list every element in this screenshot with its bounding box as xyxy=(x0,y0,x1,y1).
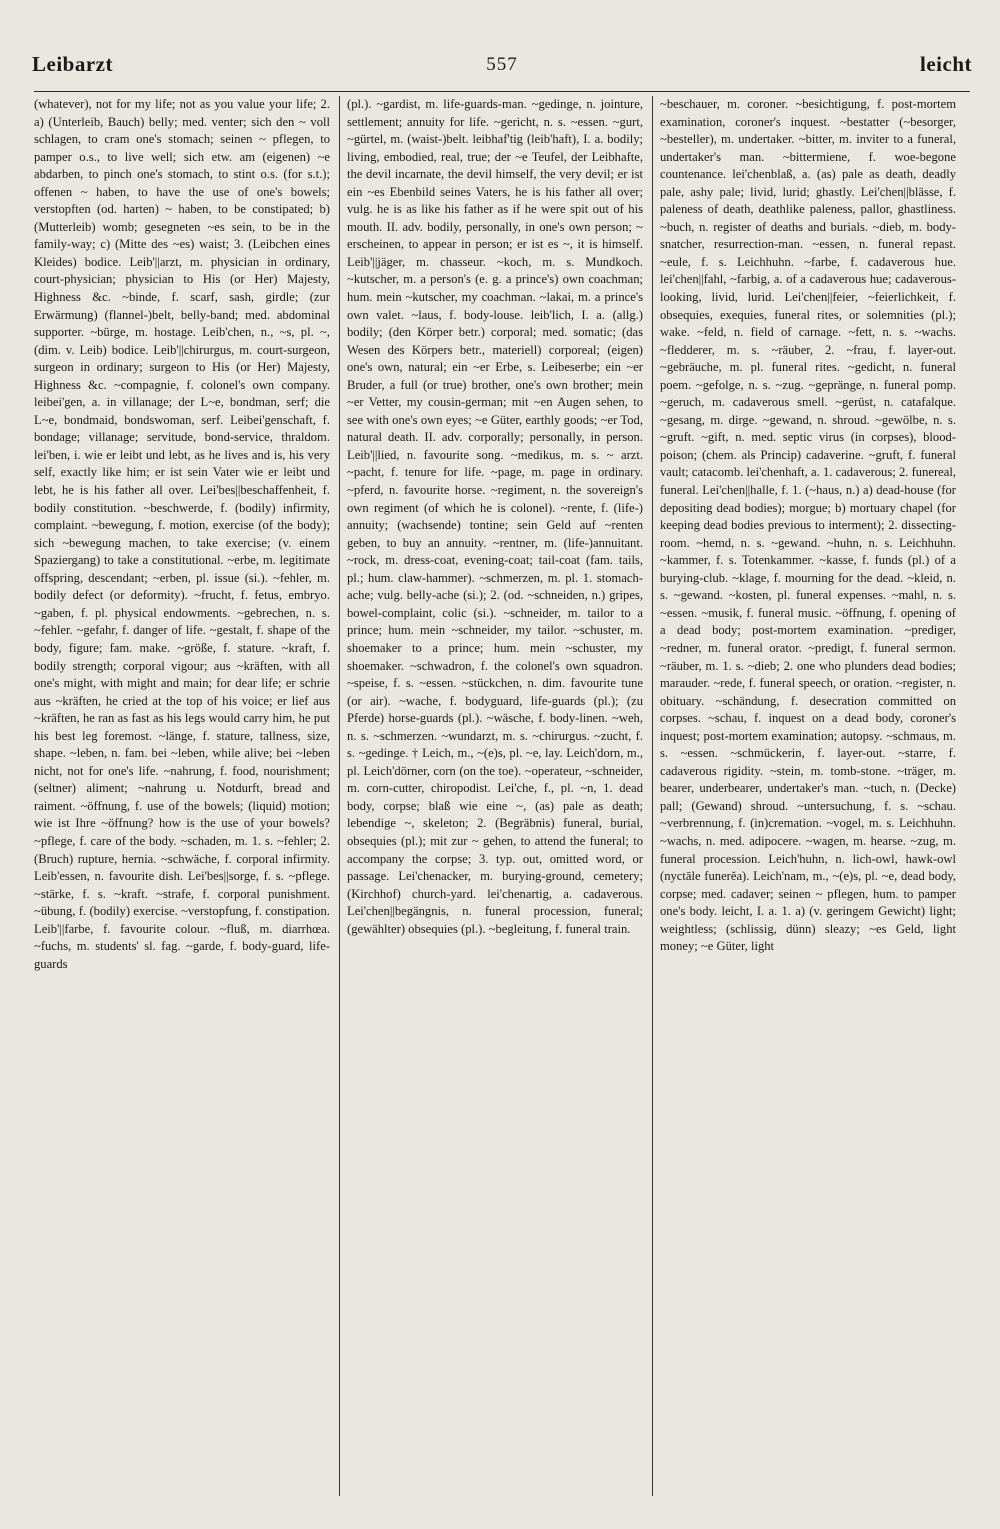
page-number: 557 xyxy=(486,54,518,75)
header-rule xyxy=(34,91,970,92)
column-right xyxy=(660,96,956,1496)
column-middle-text: (pl.). ~gardist, m. life-guards-man. ~gedinge, n. jointure, settlement; annuity for life. ~gericht, n. s. ~essen. ~gurt, ~gürtel, m. (waist-)belt. leibhaf'tig (leib'haft), I. a. bodily; living, embodied, real, true; der ~e Teufel, der Leibhafte, the devil incarnate, the devil himself, the very devil; er ist ein ~es Ebenbild seines Vaters, he is his father all over; vulg. he is as like his father as if he were spit out of his mouth. II. adv. bodily, personally, in one's own person; ~ erscheinen, to appear in person; er ist es ~, it is himself. Leib'||jäger, m. chasseur. ~koch, m. s. Mundkoch. ~kutscher, m. a person's (e. g. a prince's) own coachman; hum. mein ~kutscher, my coachman. ~lakai, m. a prince's own valet. ~laus, f. body-louse. leib'lich, I. a. (allg.) bodily; (den Körper betr.) corporal; med. somatic; (das Wesen des Körpers betr., materiell) corporeal; (eigen) one's own, natural; ein ~er Erbe, s. Leibeserbe; ein ~er Bruder, a full (or true) brother, one's own brother; mein ~er Vetter, my cousin-german; mit ~en Augen sehen, to see with one's own eyes; ~e Güter, earthly goods; ~er Tod, natural death. II. adv. corporally; personally, in person. Leib'||lied, n. favourite song. ~medikus, m. s. ~ arzt. ~pacht, f. tenure for life. ~page, m. page in ordinary. ~pferd, n. favourite horse. ~regiment, n. the sovereign's own regiment (of which he is colonel). ~rente, f. (life-) annuity; (wachsende) tontine; sein Geld auf ~renten geben, to buy an annuity. ~rentner, m. (life-)annuitant. ~rock, m. dress-coat, evening-coat; tail-coat (fam. tails, pl.; hum. claw-hammer). ~schmerzen, m. pl. 1. stomach-ache; vulg. belly-ache (si.); 2. (od. ~schneiden, n.) gripes, bowel-complaint, colic (si.). ~schneider, m. tailor to a prince; hum. mein ~schneider, my tailor. ~schuster, m. shoemaker to a prince; hum. mein ~schuster, my shoemaker. ~schwadron, f. the colonel's own squadron. ~speise, f. s. ~essen. ~stückchen, n. dim. favourite tune (or air). ~wache, f. bodyguard, life-guards (pl.); (zu Pferde) horse-guards (pl.). ~wäsche, f. body-linen. ~weh, n. s. ~schmerzen. ~wundarzt, m. s. ~chirurgus. ~zucht, f. s. ~gedinge. † Leich, m., ~(e)s, pl. ~e, lay. Leich'dorn, m., pl. Leich'dörner, corn (on the toe). ~operateur, ~schneider, m. corn-cutter, chiropodist. Lei'che, f., pl. ~n, 1. dead body, corpse; blaß wie eine ~, (as) pale as death; lebendige ~, skeleton; 2. (Begräbnis) funeral, burial, obsequies (pl.); mit zur ~ gehen, to attend the funeral; to accompany the corpse; 3. typ. out, omitted word, or passage. Lei'chenacker, m. burying-ground, cemetery; (Kirchhof) church-yard. lei'chenartig, a. cadaverous. Lei'chen||begängnis, n. funeral procession, funeral; (gewählter) obsequies (pl.). ~begleitung, f. funeral train. xyxy=(347,97,643,936)
column-divider xyxy=(652,96,653,1496)
column-left xyxy=(34,96,330,1496)
page-header xyxy=(32,52,972,86)
column-left-text: (whatever), not for my life; not as you value your life; 2. a) (Unterleib, Bauch) belly; med. venter; sich den ~ voll schlagen, to cram one's stomach; seinen ~ pflegen, to pamper o.s., to live well; sich etw. am (eigenen) ~e abdarben, to pinch one's stomach, to stint o.s. (for s.t.); offenen ~ haben, to have the use of one's bowels; verstopften (od. harten) ~ haben, to be constipated; b) (Mutterleib) womb; gesegneten ~es sein, to be in the family-way; c) (Mitte des ~es) waist; 3. (Leibchen eines Kleides) bodice. Leib'||arzt, m. physician in ordinary, court-physician; physician to His (or Her) Majesty, Highness &c. ~binde, f. scarf, sash, girdle; (zur Erwärmung) (flannel-)belt, belly-band; med. abdominal supporter. ~bürge, m. hostage. Leib'chen, n., ~s, pl. ~, (dim. v. Leib) bodice. Leib'||chirurgus, m. court-surgeon, surgeon in ordinary; surgeon to His (or Her) Majesty, Highness &c. ~compagnie, f. colonel's own company. leibei'gen, a. in villanage; der L~e, bondman, serf; die L~e, bondmaid, bondswoman, serf. Leibei'genschaft, f. bondage; villanage; servitude, bond-service, thraldom. lei'ben, i. wie er leibt und lebt, as he lives and is, his very self, exactly like him; er ist sein Vater wie er leibt und lebt, he is his father all over. Lei'bes||beschaffenheit, f. bodily constitution. ~beschwerde, f. (bodily) infirmity, complaint. ~bewegung, f. motion, exercise (of the body); sich ~bewegung machen, to take exercise; (v. einem Spaziergang) to take a constitutional. ~erbe, m. legitimate offspring, descendant; ~erben, pl. issue (si.). ~fehler, m. bodily defect (or deformity). ~frucht, f. fetus, embryo. ~gaben, f. pl. physical endowments. ~gebrechen, n. s. ~fehler. ~gefahr, f. danger of life. ~gestalt, f. shape of the body, figure; fam. make. ~größe, f. stature. ~kraft, f. bodily strength; corporal vigour; aus ~kräften, with all one's might, with might and main; for dear life; er schrie aus ~kräften, he cried at the top of his voice; er lief aus ~kräften, he ran as fast as his legs would carry him, he put his best leg foremost. ~länge, f. stature, tallness, size, shape. ~leben, n. fam. bei ~leben, while alive; bei ~leben nicht, not for one's life. ~nahrung, f. food, nourishment; (seltner) aliment; ~nahrung u. Notdurft, bread and raiment. ~öffnung, f. use of the bowels; (liquid) motion; wie ist Ihre ~öffnung? how is the use of your bowels? ~pflege, f. care of the body. ~schaden, m. 1. s. ~fehler; 2. (Bruch) rupture, hernia. ~schwäche, f. corporal infirmity. Leib'essen, n. favourite dish. Lei'bes||sorge, f. s. ~pflege. ~stärke, f. s. ~kraft. ~strafe, f. corporal punishment. ~übung, f. (bodily) exercise. ~verstopfung, f. constipation. Leib'||farbe, f. favourite colour. ~fluß, m. diarrhœa. ~fuchs, m. students' sl. fag. ~garde, f. body-guard, life-guards xyxy=(34,97,330,971)
column-divider xyxy=(339,96,340,1496)
left-running-headword: Leibarzt xyxy=(32,52,113,76)
column-right-text: ~beschauer, m. coroner. ~besichtigung, f. post-mortem examination, coroner's inquest. ~bestatter (~besorger, ~besteller), m. undertaker. ~bitter, m. inviter to a funeral, undertaker's man. ~bittermiene, f. woe-begone countenance. lei'chenblaß, a. (as) pale as death, deadly pale, ashy pale; livid, lurid; ghastly. Lei'chen||blässe, f. paleness of death, deathlike paleness, pallor, ghastliness. ~buch, n. register of deaths and burials. ~dieb, m. body-snatcher, resurrection-man. ~essen, n. funeral repast. ~eule, f. s. Leichhuhn. ~farbe, f. cadaverous hue. lei'chen||fahl, ~farbig, a. of a cadaverous hue; cadaverous-looking, livid, lurid. Lei'chen||feier, ~feierlichkeit, f. obsequies, exequies, funeral rites, or solemnities (pl.); wake. ~feld, n. field of carnage. ~fett, n. s. ~wachs. ~fledderer, m. s. ~räuber, 2. ~frau, f. layer-out. ~gebräuche, m. pl. funeral rites. ~gedicht, n. funeral poem. ~gefolge, n. s. ~zug. ~gepränge, n. funeral pomp. ~geruch, m. cadaverous smell. ~gerüst, n. catafalque. ~gesang, m. dirge. ~gewand, n. shroud. ~gewölbe, n. s. ~gruft. ~gift, n. med. septic virus (in corpses), blood-poison; (chem. als Princip) cadaverine. ~gruft, f. funeral vault; catacomb. lei'chenhaft, a. 1. cadaverous; 2. funereal, funeral. Lei'chen||halle, f. 1. (~haus, n.) a) dead-house (for depositing dead bodies); morgue; b) mortuary chapel (for keeping dead bodies previous to interment); 2. dissecting-room. ~hemd, n. s. ~gewand. ~huhn, n. s. Leichhuhn. ~kammer, f. s. Totenkammer. ~kasse, f. funds (pl.) of a burying-club. ~klage, f. mourning for the dead. ~kleid, n. s. ~gewand. ~kosten, pl. funeral expenses. ~mahl, n. s. ~essen. ~musik, f. funeral music. ~öffnung, f. opening of a dead body; post-mortem examination. ~prediger, ~redner, m. funeral orator. ~predigt, f. funeral sermon. ~räuber, m. 1. s. ~dieb; 2. one who plunders dead bodies; marauder. ~rede, f. funeral speech, or oration. ~register, n. obituary. ~schändung, f. desecration committed on corpses. ~schau, f. inquest on a dead body, coroner's inquest; post-mortem examination; autopsy. ~schmaus, m. s. ~essen. ~schmückerin, f. layer-out. ~starre, f. cadaverous rigidity. ~stein, m. tomb-stone. ~träger, m. bearer, underbearer, undertaker's man. ~tuch, n. (Decke) pall; (Gewand) shroud. ~untersuchung, f. s. ~schau. ~verbrennung, f. (in)cremation. ~vogel, m. s. Leichhuhn. ~wachs, n. med. adipocere. ~wagen, m. hearse. ~zug, m. funeral procession. Leich'huhn, n. lich-owl, hawk-owl (nyctāle funerĕa). Leich'nam, m., ~(e)s, pl. ~e, dead body, corpse; med. cadaver; seinen ~ pflegen, hum. to pamper one's body. leicht, I. a. 1. a) (v. geringem Gewicht) light; weightless; (schlissig, dünn) sleazy; ~es Geld, light money; ~e Güter, light xyxy=(660,97,956,954)
right-running-headword: leicht xyxy=(920,52,972,76)
column-middle xyxy=(347,96,643,1496)
columns xyxy=(34,96,970,1496)
